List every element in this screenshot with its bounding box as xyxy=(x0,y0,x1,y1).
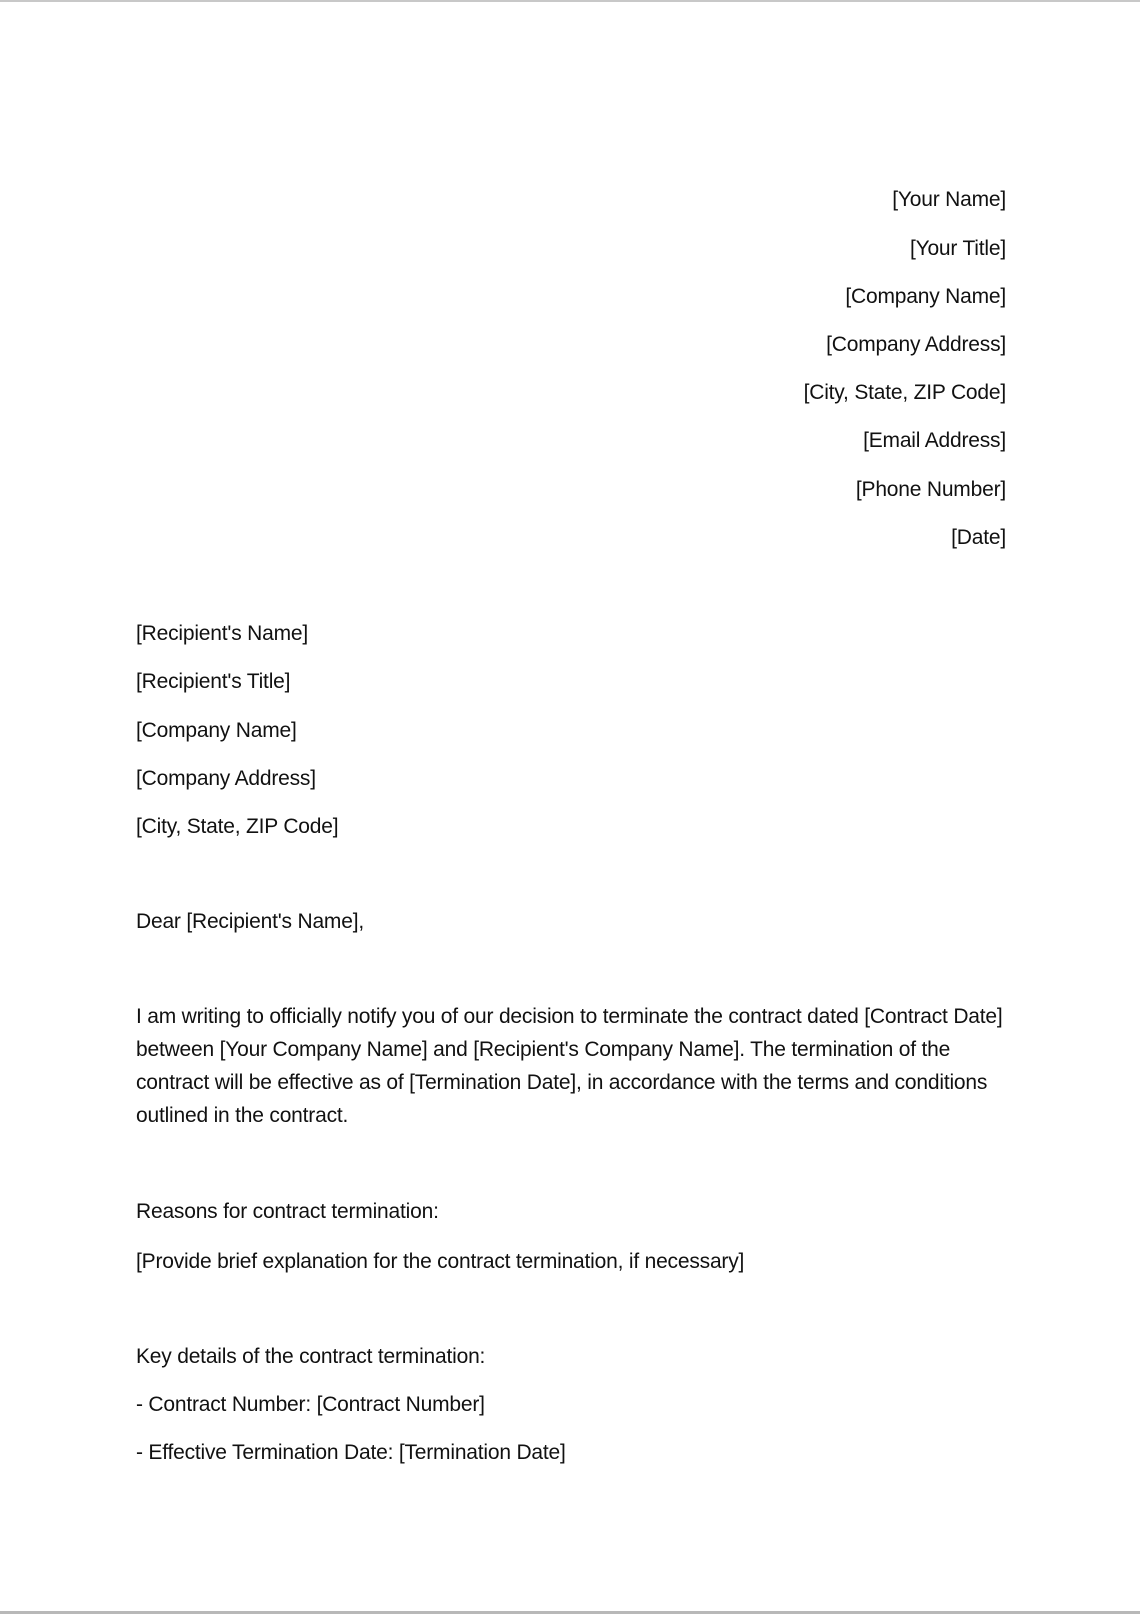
details-heading: Key details of the contract termination: xyxy=(136,1345,486,1368)
sender-address: [Company Address] xyxy=(826,333,1006,356)
recipient-city-state-zip: [City, State, ZIP Code] xyxy=(136,815,339,838)
sender-email: [Email Address] xyxy=(863,429,1006,452)
recipient-name: [Recipient's Name] xyxy=(136,622,308,645)
salutation: Dear [Recipient's Name], xyxy=(136,910,364,933)
sender-company: [Company Name] xyxy=(845,285,1006,308)
sender-phone: [Phone Number] xyxy=(855,478,1006,501)
sender-city-state-zip: [City, State, ZIP Code] xyxy=(803,381,1006,404)
sender-title: [Your Title] xyxy=(909,237,1006,260)
recipient-company: [Company Name] xyxy=(136,719,297,742)
letter-date: [Date] xyxy=(951,526,1006,549)
detail-item-contract-number: - Contract Number: [Contract Number] xyxy=(136,1393,485,1416)
intro-paragraph: I am writing to officially notify you of our decision to terminate the contract dated [Contract Date] between [Your Company Name] and [Recipient's Company Name]. The termination of the contract will be effective as of [Termination Date], in accordance with the terms and conditions outlined in the contract. xyxy=(136,1005,1003,1127)
recipient-title: [Recipient's Title] xyxy=(136,670,291,693)
reasons-heading: Reasons for contract termination: xyxy=(136,1200,439,1223)
reasons-text: [Provide brief explanation for the contract termination, if necessary] xyxy=(136,1250,745,1273)
recipient-address: [Company Address] xyxy=(136,767,316,790)
detail-item-termination-date: - Effective Termination Date: [Termination Date] xyxy=(136,1441,566,1464)
sender-name: [Your Name] xyxy=(892,188,1006,211)
